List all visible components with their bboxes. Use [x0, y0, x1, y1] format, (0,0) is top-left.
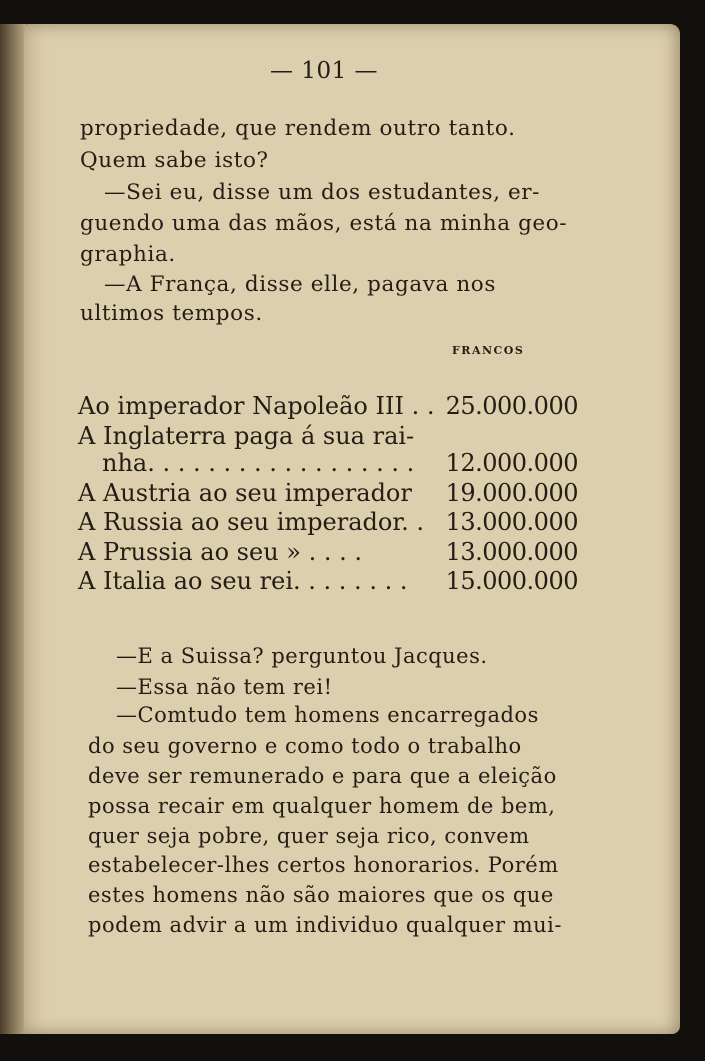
- row-label: A Inglaterra paga á sua rai-: [78, 422, 415, 450]
- row-label: A Prussia ao seu » . . . .: [78, 538, 362, 566]
- row-amount: 15.000.000: [445, 567, 578, 595]
- row-label: Ao imperador Napoleão III . .: [78, 392, 435, 420]
- body-line: estabelecer-lhes certos honorarios. Porém: [88, 853, 559, 877]
- row-label: A Russia ao seu imperador. .: [78, 508, 425, 536]
- body-line: possa recair em qualquer homem de bem,: [88, 794, 556, 818]
- body-line: —Essa não tem rei!: [116, 675, 333, 699]
- row-label: A Austria ao seu imperador: [78, 479, 412, 507]
- row-amount: 13.000.000: [445, 508, 578, 536]
- intro-line: propriedade, que rendem outro tanto.: [80, 116, 516, 141]
- page-number: — 101 —: [270, 58, 379, 84]
- intro-line: —A França, disse elle, pagava nos: [104, 272, 496, 297]
- intro-line: guendo uma das mãos, está na minha geo-: [80, 211, 568, 236]
- row-label: nha. . . . . . . . . . . . . . . . . .: [102, 449, 415, 477]
- body-line: quer seja pobre, quer seja rico, convem: [88, 824, 530, 848]
- row-amount: 12.000.000: [445, 449, 578, 477]
- book-gutter: [0, 24, 26, 1034]
- intro-line: Quem sabe isto?: [80, 148, 269, 173]
- body-line: do seu governo e como todo o trabalho: [88, 734, 522, 758]
- intro-line: graphia.: [80, 242, 176, 267]
- intro-line: —Sei eu, disse um dos estudantes, er-: [104, 180, 541, 205]
- row-amount: 19.000.000: [445, 479, 578, 507]
- body-line: —E a Suissa? perguntou Jacques.: [116, 644, 488, 668]
- body-line: podem advir a um individuo qualquer mui-: [88, 913, 562, 937]
- currency-header: FRANCOS: [452, 344, 525, 357]
- body-line: deve ser remunerado e para que a eleição: [88, 764, 557, 788]
- body-line: estes homens não são maiores que os que: [88, 883, 554, 907]
- body-line: —Comtudo tem homens encarregados: [116, 703, 539, 727]
- row-label: A Italia ao seu rei. . . . . . . .: [78, 567, 408, 595]
- row-amount: 13.000.000: [445, 538, 578, 566]
- row-amount: 25.000.000: [445, 392, 578, 420]
- intro-line: ultimos tempos.: [80, 301, 263, 326]
